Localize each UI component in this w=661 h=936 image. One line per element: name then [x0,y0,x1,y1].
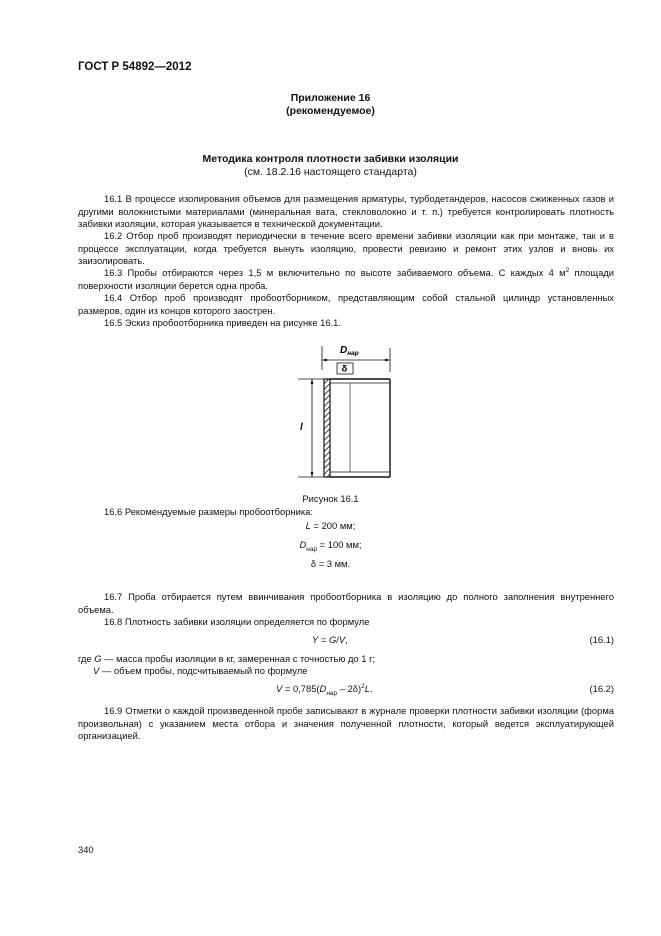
appendix-title: Приложение 16 [290,92,371,104]
where-v-line: V — объем пробы, подсчитываемый по формуле [93,665,308,676]
length-label: l [300,422,303,433]
section-reference: (см. 18.2.16 настоящего стандарта) [244,166,417,178]
formula-16-1-number: (16.1) [589,634,614,645]
paragraph-16-1: 16.1 В процессе изолирования объемов для размещения арматуры, турбодетандеров, насосов сжиженных газов и другими волокнистыми материалами (минеральная вата, стекловолокно и т. п.) требуется контролировать плотность забивки изоляции, которая указывается в технической документации. [78,193,614,229]
dimension-thickness: δ = 3 мм. [310,558,351,569]
paragraph-16-6: 16.6 Рекомендуемые размеры пробоотборника: [104,506,313,517]
paragraph-16-3-text: 16.3 Пробы отбираются через 1,5 м включительно по высоте забиваемого объема. С каждых 4 м [104,267,566,278]
dimension-diameter: $D_{нар} = 100$ мм; [299,539,362,553]
paragraph-16-2: 16.2 Отбор проб производят периодически в течение всего времени забивки изоляции как при монтаже, так и в процессе эксплуатации, когда требуется вынуть изоляцию, провести ревизию и ремонт этих узлов и вновь их заизолировать. [78,230,614,266]
paragraph-16-8: 16.8 Плотность забивки изоляции определяется по формуле [104,616,370,627]
paragraph-16-4: 16.4 Отбор проб производят пробоотборником, представляющим собой стальной цилиндр установленных размеров, один из концов которого заострен. [78,292,614,316]
delta-label: δ [341,363,348,375]
formula-16-1: Y = G/V, [312,634,348,645]
paragraph-16-3-sup: 2 [565,266,570,274]
paragraph-16-9: 16.9 Отметки о каждой произведенной пробе записывают в журнале проверки плотности забивки изоляции (форма произвольная) с указанием места отбора и значения полученной плотности, который ведется эксплуатирующей организацией. [78,705,614,741]
formula-16-2-number: (16.2) [589,683,614,694]
page-number: 340 [78,844,94,855]
diameter-label: $D_{нар}$ [340,345,359,357]
paragraph-16-7: 16.7 Проба отбирается путем ввинчивания пробоотборника в изоляцию до полного заполнения внутреннего объема. [78,591,614,615]
arrow-up [311,379,314,384]
sampler-wall [324,379,330,477]
sampler-figure [290,338,400,490]
paragraph-16-3 [78,267,614,292]
where-g-line: где G — масса пробы изоляции в кг, замеренная с точностью до 1 г; [78,653,376,664]
paragraph-16-3-end: площади поверхности изоляции берется одна проба. [78,267,614,291]
formula-16-2: $V = 0,785(D_{нар} - 2\delta)^2L$. [276,682,373,697]
appendix-note: (рекомендуемое) [286,105,375,117]
section-title: Методика контроля плотности забивки изоляции [202,153,459,165]
dimension-length: L = 200 мм; [305,520,356,531]
arrow-left [322,359,327,362]
arrow-down [311,472,314,477]
paragraph-16-5: 16.5 Эскиз пробоотборника приведен на рисунке 16.1. [104,317,341,328]
figure-caption: Рисунок 16.1 [302,493,359,504]
standard-header: ГОСТ Р 54892—2012 [78,61,192,73]
arrow-right [385,359,390,362]
